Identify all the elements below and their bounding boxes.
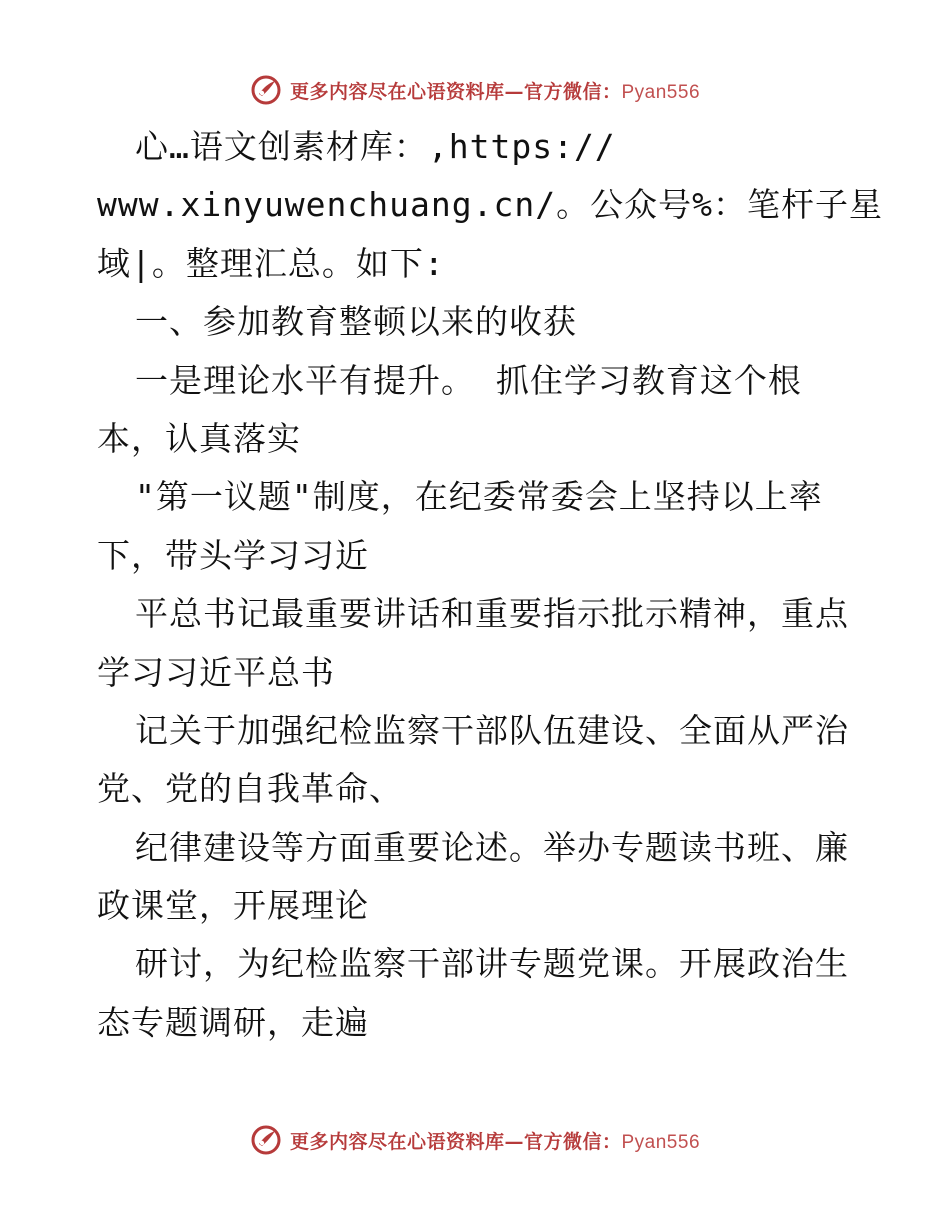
text-line: 一是理论水平有提升。 抓住学习教育这个根 bbox=[135, 360, 802, 400]
text-line: 纪律建设等方面重要论述。举办专题读书班、廉 bbox=[135, 827, 849, 867]
text-line: 研讨，为纪检监察干部讲专题党课。开展政治生 bbox=[135, 944, 849, 984]
text-line: 平总书记最重要讲话和重要指示批示精神，重点 bbox=[135, 594, 849, 634]
text-line: www.xinyuwenchuang.cn/。公众号%：笔杆子星 bbox=[97, 185, 883, 225]
footer-watermark-banner bbox=[0, 1120, 950, 1160]
banner-text bbox=[290, 77, 700, 104]
text-line: "第一议题"制度，在纪委常委会上坚持以上率 bbox=[135, 477, 823, 517]
banner-wechat-id: Pyan556 bbox=[621, 1131, 701, 1153]
banner-main: 更多内容尽在心语资料库 bbox=[289, 1130, 505, 1153]
text-line: 党、党的自我革命、 bbox=[97, 769, 403, 809]
banner-text bbox=[290, 1127, 700, 1154]
text-line: 记关于加强纪检监察干部队伍建设、全面从严治 bbox=[135, 710, 849, 750]
banner-dash: — bbox=[504, 80, 524, 103]
text-line: 域|。整理汇总。如下: bbox=[97, 243, 445, 283]
document-body bbox=[97, 118, 883, 1052]
text-line: 政课堂，开展理论 bbox=[97, 886, 369, 926]
text-line: 一、参加教育整顿以来的收获 bbox=[135, 302, 577, 342]
text-line: 学习习近平总书 bbox=[97, 652, 335, 692]
banner-wechat-id: Pyan556 bbox=[621, 81, 701, 103]
book-quill-logo-icon bbox=[250, 74, 282, 106]
text-line: 下，带头学习习近 bbox=[97, 535, 369, 575]
text-line: 态专题调研，走遍 bbox=[97, 1002, 369, 1042]
banner-main: 更多内容尽在心语资料库 bbox=[289, 80, 505, 103]
book-quill-logo-icon bbox=[250, 1124, 282, 1156]
banner-wechat-label: 官方微信： bbox=[523, 1130, 622, 1153]
text-line: 心…语文创素材库：,https:// bbox=[135, 127, 616, 166]
banner-dash: — bbox=[504, 1130, 524, 1153]
text-line: 本，认真落实 bbox=[97, 418, 301, 458]
header-watermark-banner bbox=[0, 70, 950, 110]
banner-wechat-label: 官方微信： bbox=[523, 80, 622, 103]
